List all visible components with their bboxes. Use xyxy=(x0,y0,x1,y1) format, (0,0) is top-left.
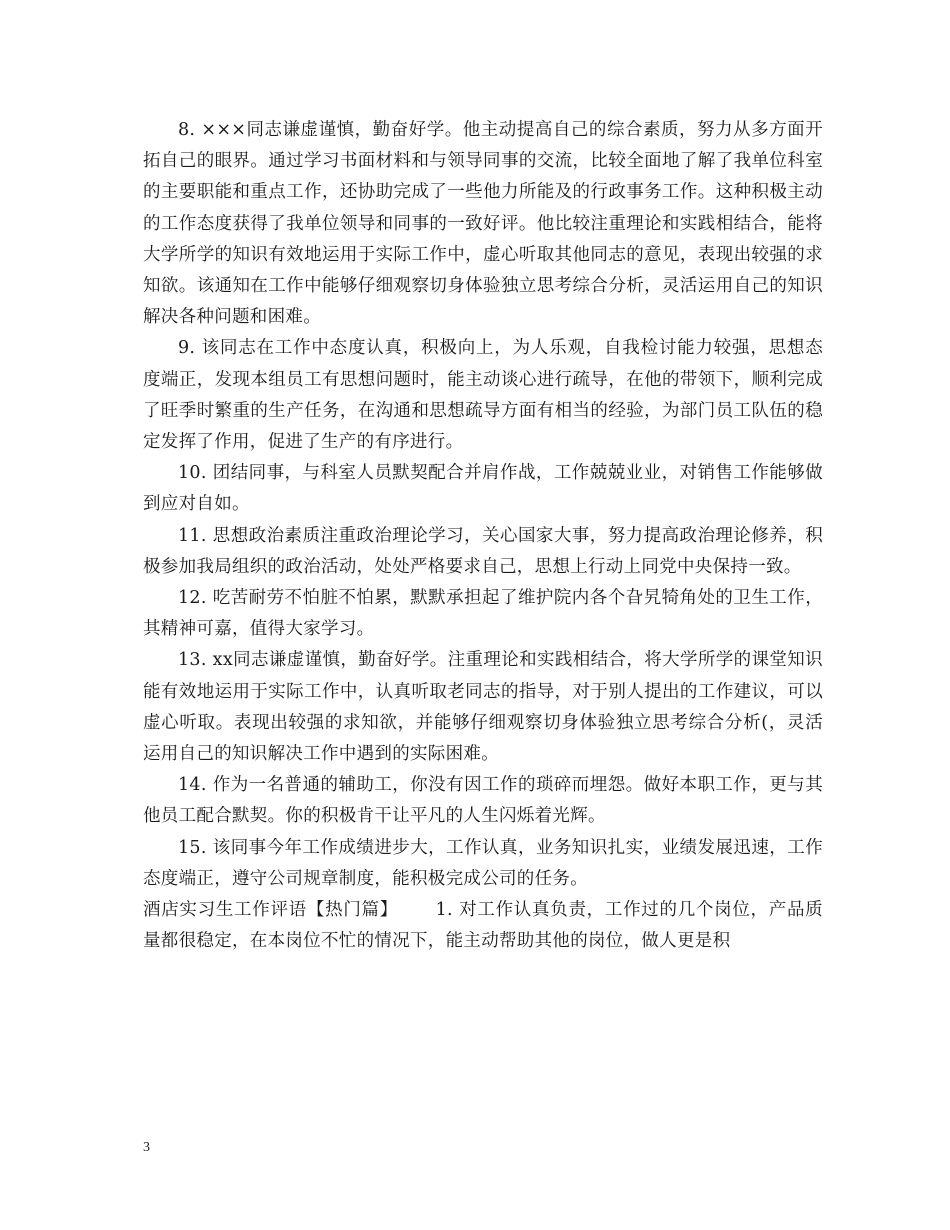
paragraph-9: 9. 该同志在工作中态度认真，积极向上，为人乐观，自我检讨能力较强，思想态度端正，发现本组员工有思想问题时，能主动谈心进行疏导，在他的带领下，顺利完成了旺季时繁重的生产任务，在沟通和思想疏导方面有相当的经验，为部门员工队伍的稳定发挥了作用，促进了生产的有序进行。 xyxy=(143,338,823,453)
paragraph-12: 12. 吃苦耐劳不怕脏不怕累，默默承担起了维护院内各个旮旯犄角处的卫生工作，其精神可嘉，值得大家学习。 xyxy=(143,588,823,640)
paragraph-11: 11. 思想政治素质注重政治理论学习，关心国家大事，努力提高政治理论修养，积极参加我局组织的政治活动，处处严格要求自己，思想上行动上同党中央保持一致。 xyxy=(143,525,823,577)
paragraph-13: 13. xx同志谦虚谨慎，勤奋好学。注重理论和实践相结合，将大学所学的课堂知识能有效地运用于实际工作中，认真听取老同志的指导，对于别人提出的工作建议，可以虚心听取。表现出较强的求知欲，并能够仔细观察切身体验独立思考综合分析(，灵活运用自己的知识解决工作中遇到的实际困难。 xyxy=(143,650,823,765)
paragraph-15: 15. 该同事今年工作成绩进步大，工作认真，业务知识扎实，业绩发展迅速，工作态度端正，遵守公司规章制度，能积极完成公司的任务。 xyxy=(143,837,823,889)
paragraph-10: 10. 团结同事，与科室人员默契配合并肩作战，工作兢兢业业，对销售工作能够做到应对自如。 xyxy=(143,463,823,515)
paragraph-14: 14. 作为一名普通的辅助工，你没有因工作的琐碎而埋怨。做好本职工作，更与其他员工配合默契。你的积极肯干让平凡的人生闪烁着光辉。 xyxy=(143,775,823,827)
section-heading: 酒店实习生工作评语【热门篇】 xyxy=(143,900,398,921)
section-spacer xyxy=(398,900,436,920)
page-number: 3 xyxy=(143,1140,150,1155)
section-text: 1. 对工作认真负责，工作过的几个岗位，产品质量都很稳定，在本岗位不忙的情况下，能主动帮助其他的岗位，做人更是积 xyxy=(143,900,823,952)
document-body xyxy=(143,115,823,957)
paragraph-8: 8. ×××同志谦虚谨慎，勤奋好学。他主动提高自己的综合素质，努力从多方面开拓自己的眼界。通过学习书面材料和与领导同事的交流，比较全面地了解了我单位科室的主要职能和重点工作，还协助完成了一些他力所能及的行政事务工作。这种积极主动的工作态度获得了我单位领导和同事的一致好评。他比较注重理论和实践相结合，能将大学所学的知识有效地运用于实际工作中，虚心听取其他同志的意见，表现出较强的求知欲。该通知在工作中能够仔细观察切身体验独立思考综合分析，灵活运用自己的知识解决各种问题和困难。 xyxy=(143,120,823,328)
section-paragraph xyxy=(143,895,823,957)
